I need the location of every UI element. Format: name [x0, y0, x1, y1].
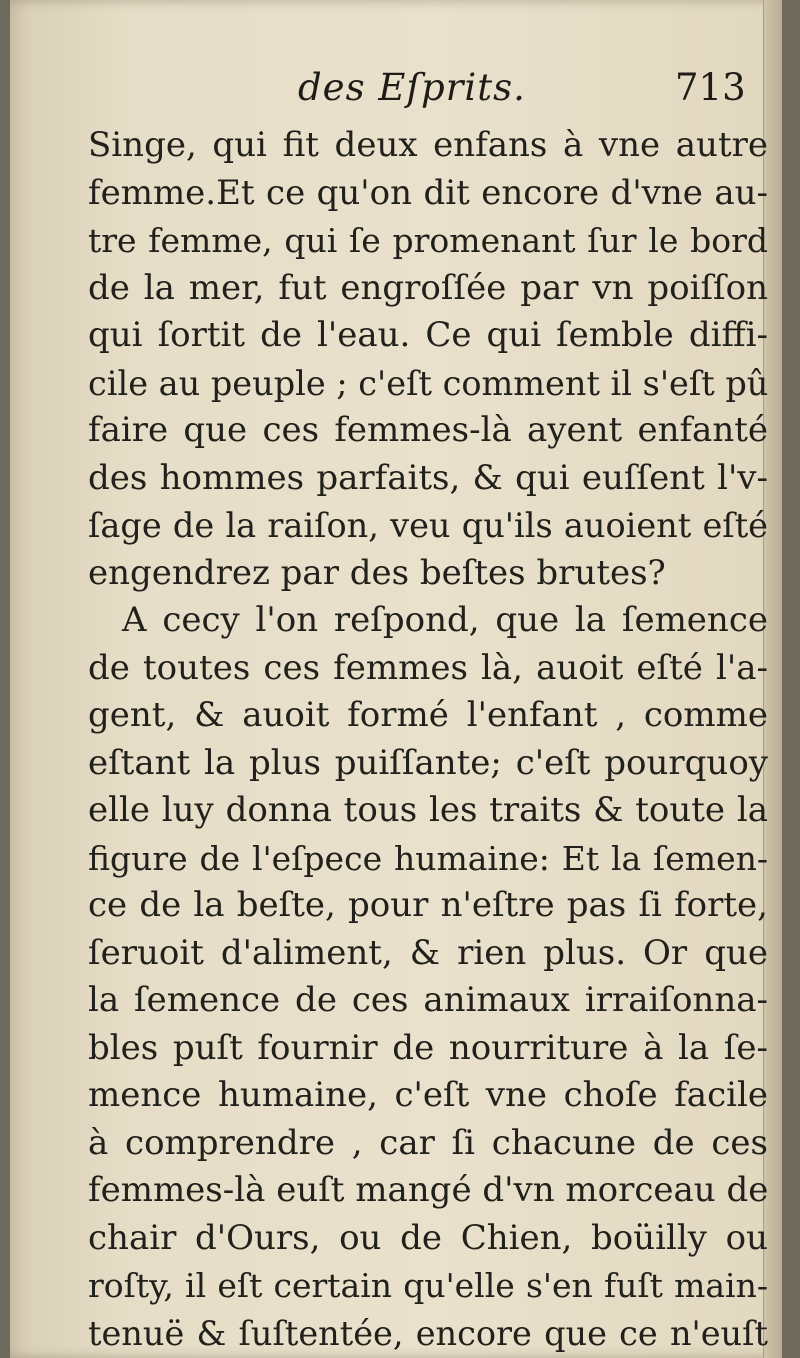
running-title: des Eſprits.	[298, 66, 526, 109]
text-line: à comprendre , car ſi chacune de ces	[88, 1122, 768, 1163]
text-line: de la mer, fut engroſſée par vn poiſſon	[88, 267, 768, 308]
text-line: gent, & auoit formé l'enfant , comme	[88, 695, 768, 735]
text-line: femme.Et ce qu'on dit encore d'vne au-	[88, 172, 768, 213]
text-line: roſty, il eſt certain qu'elle s'en fuſt main-	[88, 1266, 768, 1305]
text-line: ſeruoit d'aliment, & rien plus. Or que	[88, 932, 768, 973]
text-line: femmes-là euſt mangé d'vn morceau de	[88, 1170, 769, 1210]
text-line: Singe, qui fit deux enfans à vne autre	[88, 125, 768, 165]
text-line: des hommes parfaits, & qui euſſent l'v-	[88, 457, 768, 498]
text-line: engendrez par des beſtes brutes?	[88, 552, 666, 593]
text-line: qui ſortit de l'eau. Ce qui ſemble diffi-	[88, 315, 768, 355]
book-page	[10, 0, 782, 1358]
text-line: figure de l'eſpece humaine: Et la ſemen-	[88, 838, 768, 878]
text-line: faire que ces femmes-là ayent enfanté	[88, 410, 768, 450]
text-line: A cecy l'on reſpond, que la ſemence	[122, 600, 768, 640]
text-line: ſage de la raiſon, veu qu'ils auoient eſté	[88, 506, 768, 545]
text-line: chair d'Ours, ou de Chien, boüilly ou	[88, 1217, 768, 1258]
text-line: mence humaine, c'eſt vne choſe facile	[88, 1075, 768, 1115]
page-number: 713	[675, 66, 746, 109]
text-line: tre femme, qui ſe promenant ſur le bord	[88, 221, 768, 260]
text-line: elle luy donna tous les traits & toute la	[88, 790, 768, 830]
page-header	[10, 66, 782, 116]
text-line: bles puſt fournir de nourriture à la ſe-	[88, 1027, 768, 1068]
text-line: la ſemence de ces animaux irraiſonna-	[88, 980, 768, 1020]
text-line: tenuë & ſuſtentée, encore que ce n'euſt	[88, 1313, 768, 1353]
text-line: cile au peuple ; c'eſt comment il s'eſt pû	[88, 363, 769, 403]
text-line: ce de la beſte, pour n'eſtre pas ſi forte,	[88, 885, 768, 925]
text-line: eſtant la plus puiſſante; c'eſt pourquoy	[88, 742, 768, 783]
text-line: de toutes ces femmes là, auoit eſté l'a-	[88, 647, 768, 688]
body-text	[88, 122, 768, 1357]
